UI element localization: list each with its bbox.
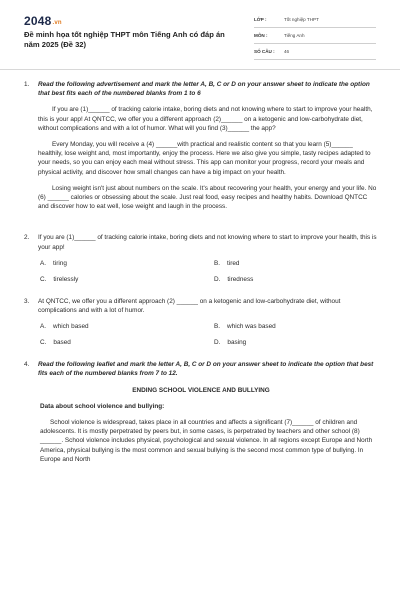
- leaflet-subtitle: Data about school violence and bullying:: [40, 402, 165, 410]
- header-divider: [0, 69, 400, 70]
- option-a[interactable]: A. which based: [40, 323, 89, 331]
- option-b[interactable]: B. which was based: [214, 323, 276, 331]
- question-stem: At QNTCC, we offer you a different approach (2) ______ on a ketogenic and low-carbohydrate diet, without complications and with a lot of humor.: [38, 297, 341, 315]
- options-row: [40, 338, 378, 347]
- meta-value: Tốt nghiệp THPT: [284, 17, 319, 22]
- meta-row-subject: [254, 28, 376, 44]
- question-number: 1.: [24, 81, 30, 88]
- option-c[interactable]: C. based: [40, 339, 71, 347]
- meta-value: Tiếng Anh: [284, 33, 305, 38]
- question-4: [24, 360, 378, 378]
- option-b[interactable]: B. tired: [214, 259, 240, 267]
- meta-row-count: [254, 44, 376, 60]
- question-stem: If you are (1)______ of tracking calorie intake, boring diets and not knowing where to start to improve your health, this is your app!: [38, 234, 377, 251]
- passage-paragraph: Losing weight isn't just about numbers on the scale. It's about recovering your health, your energy and your life. No (6) ______ calories or obsessing about the scale. Just real food, easy recipes and healthy habits. Download QNTCC and discover how to eat well, lose weight and laugh in the process.: [38, 184, 377, 211]
- document-title: Đề minh họa tốt nghiệp THPT môn Tiếng Anh có đáp án năm 2025 (Đề 32): [24, 30, 225, 49]
- site-logo[interactable]: [24, 14, 62, 28]
- option-c[interactable]: C. tirelessly: [40, 275, 79, 283]
- meta-label: MÔN :: [254, 33, 268, 38]
- logo-suffix: .vn: [52, 20, 62, 26]
- document-header: [0, 0, 400, 68]
- meta-label: SỐ CÂU :: [254, 49, 275, 54]
- passage-paragraph: School violence is widespread, takes place in all countries and affects a significant (7)______ of children and adolescents. It is mostly perpetrated by peers but, in some cases, is perpetrated by teachers and other school (8) ______. School violence includes physical, psychological and sexual violence. In all regions except Europe and North America, physical bullying is the most common and sexual bullying is the second most common type of bullying. In Europe and North: [40, 419, 373, 463]
- question-number: 2.: [24, 234, 30, 242]
- options-row: [40, 275, 378, 284]
- question-2: [24, 233, 378, 251]
- meta-value: 46: [284, 49, 290, 54]
- option-d[interactable]: D. basing: [214, 339, 247, 347]
- meta-label: LỚP :: [254, 17, 267, 22]
- meta-table: [254, 12, 376, 60]
- question-number: 4.: [24, 361, 30, 369]
- options-row: [40, 322, 378, 331]
- question-1: [24, 80, 378, 211]
- meta-row-class: [254, 12, 376, 28]
- options-row: [40, 259, 378, 268]
- leaflet-title: ENDING SCHOOL VIOLENCE AND BULLYING: [132, 386, 270, 394]
- question-instruction: Read the following leaflet and mark the letter A, B, C or D on your answer sheet to indicate the option that best fits each of the numbered blanks from 7 to 12.: [38, 361, 374, 378]
- passage-paragraph: If you are (1)______ of tracking calorie intake, boring diets and not knowing where to start to improve your health, this is your app! At QNTCC, we offer you a different approach (2)______ on a ketogenic and low-carbohydrate diet, without complications and with a lot of humor. What will you find (3)______ the app?: [38, 106, 373, 132]
- document-body: [24, 80, 378, 464]
- logo-text: 2048: [24, 14, 52, 28]
- question-instruction: Read the following advertisement and mark the letter A, B, C or D on your answer sheet to indicate the option that best fits each of the numbered blanks from 1 to 6: [38, 81, 370, 98]
- passage-paragraph: Every Monday, you will receive a (4) ______with practical and realistic content so that you learn (5)______ healthily, lose weight and, most importantly, enjoy the process. Here we also give you simple, tasty recipes adapted to your needs, so you can enjoy each meal without stress. This app can monitor your progress, record your meals and physical activity, and discover how small changes can have a big impact on your health.: [38, 141, 371, 176]
- option-a[interactable]: A. tiring: [40, 259, 67, 267]
- option-d[interactable]: D. tiredness: [214, 275, 254, 283]
- question-3: [24, 297, 378, 315]
- question-number: 3.: [24, 297, 30, 305]
